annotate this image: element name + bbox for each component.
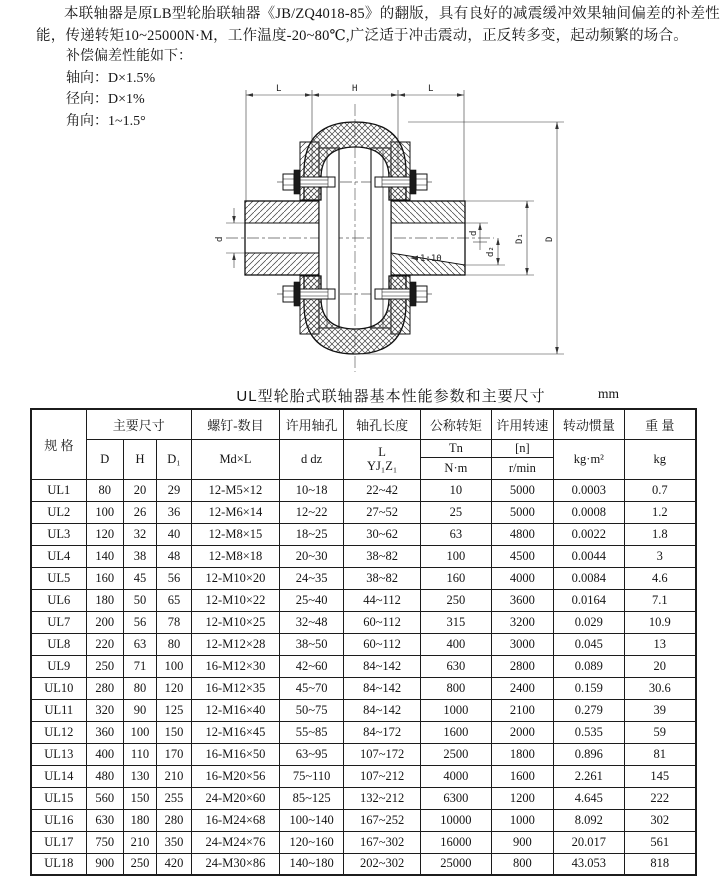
table-cell: 130	[123, 765, 156, 787]
table-row	[31, 633, 696, 655]
table-cell: 20	[624, 655, 696, 677]
table-cell: 12-M8×18	[191, 545, 279, 567]
table-cell: 2800	[491, 655, 554, 677]
table-row	[31, 545, 696, 567]
taper-label: 1:10	[420, 254, 442, 264]
table-cell: UL1	[31, 479, 86, 501]
table-cell: 80	[86, 479, 123, 501]
spec-table-body	[31, 479, 696, 875]
table-cell: 630	[86, 809, 123, 831]
table-cell: 8.092	[554, 809, 624, 831]
table-cell: 0.0022	[554, 523, 624, 545]
table-cell: 202~302	[344, 853, 421, 875]
table-cell: 10	[421, 479, 491, 501]
table-row	[31, 743, 696, 765]
table-unit: mm	[597, 386, 619, 401]
table-cell: 100	[123, 721, 156, 743]
table-cell: 280	[86, 677, 123, 699]
intro-paragraph: 本联轴器是原LB型轮胎联轴器《JB/ZQ4018-85》的翻版，具有良好的减震缓冲效果轴间偏差的补差性能，传递转矩10~25000N·M，工作温度-20~80℃,广泛适于冲击震动，正反转多变，起动频繁的场合。	[36, 6, 720, 44]
table-cell: 120~160	[280, 831, 344, 853]
coupling-section-drawing	[182, 80, 622, 380]
table-row	[31, 831, 696, 853]
table-title-row	[30, 385, 697, 405]
table-cell: UL18	[31, 853, 86, 875]
table-cell: 50~75	[280, 699, 344, 721]
dim-label-d-left: d	[215, 236, 225, 242]
table-cell: 110	[123, 743, 156, 765]
col-header-bore: 许用轴孔	[280, 409, 344, 439]
table-cell: 20	[123, 479, 156, 501]
table-cell: 4.6	[624, 567, 696, 589]
table-cell: 22~42	[344, 479, 421, 501]
table-cell: 0.0084	[554, 567, 624, 589]
table-cell: 27~52	[344, 501, 421, 523]
table-cell: 140~180	[280, 853, 344, 875]
table-cell: 12-M6×14	[191, 501, 279, 523]
table-cell: 84~142	[344, 699, 421, 721]
dim-label-l-left: L	[276, 84, 282, 94]
table-cell: 0.535	[554, 721, 624, 743]
table-cell: 1600	[421, 721, 491, 743]
subheader-d1: D₁	[157, 439, 192, 479]
table-cell: 0.7	[624, 479, 696, 501]
table-cell: 1000	[491, 809, 554, 831]
subheader-d: D	[86, 439, 123, 479]
table-cell: 12-M8×15	[191, 523, 279, 545]
table-cell: 42~60	[280, 655, 344, 677]
table-cell: 900	[491, 831, 554, 853]
table-cell: UL5	[31, 567, 86, 589]
table-cell: 18~25	[280, 523, 344, 545]
spec-table	[30, 408, 697, 876]
table-cell: 250	[86, 655, 123, 677]
dim-label-d1: D₁	[515, 233, 525, 244]
table-cell: 24~35	[280, 567, 344, 589]
table-cell: 55~85	[280, 721, 344, 743]
table-cell: 145	[624, 765, 696, 787]
table-cell: 24-M30×86	[191, 853, 279, 875]
table-cell: 80	[123, 677, 156, 699]
table-cell: 3200	[491, 611, 554, 633]
table-cell: 16-M12×35	[191, 677, 279, 699]
table-cell: 170	[157, 743, 192, 765]
table-cell: 3600	[491, 589, 554, 611]
table-cell: UL13	[31, 743, 86, 765]
table-cell: 56	[157, 567, 192, 589]
table-cell: UL3	[31, 523, 86, 545]
table-cell: 85~125	[280, 787, 344, 809]
table-cell: UL8	[31, 633, 86, 655]
table-cell: 12-M16×40	[191, 699, 279, 721]
table-cell: 315	[421, 611, 491, 633]
table-row	[31, 567, 696, 589]
subheader-speed-unit: r/min	[491, 457, 554, 479]
table-cell: 45~70	[280, 677, 344, 699]
table-cell: 350	[157, 831, 192, 853]
table-cell: 0.0044	[554, 545, 624, 567]
subheader-torque-unit: N·m	[421, 457, 491, 479]
table-cell: 7.1	[624, 589, 696, 611]
table-cell: 0.896	[554, 743, 624, 765]
table-cell: 56	[123, 611, 156, 633]
table-cell: 12~22	[280, 501, 344, 523]
subheader-weight-unit: kg	[624, 439, 696, 479]
table-cell: 12-M10×22	[191, 589, 279, 611]
table-cell: 29	[157, 479, 192, 501]
table-cell: 38~50	[280, 633, 344, 655]
table-cell: 48	[157, 545, 192, 567]
table-row	[31, 787, 696, 809]
table-cell: 5000	[491, 501, 554, 523]
subheader-h: H	[123, 439, 156, 479]
table-cell: 160	[421, 567, 491, 589]
table-cell: 50	[123, 589, 156, 611]
table-cell: 360	[86, 721, 123, 743]
table-cell: 160	[86, 567, 123, 589]
col-header-bolts: 螺钉-数目	[191, 409, 279, 439]
subheader-inertia-unit: kg·m²	[554, 439, 624, 479]
table-cell: 24-M24×76	[191, 831, 279, 853]
table-title: UL型轮胎式联轴器基本性能参数和主要尺寸	[236, 388, 546, 405]
table-cell: 4000	[421, 765, 491, 787]
table-cell: 200	[86, 611, 123, 633]
table-cell: 1.2	[624, 501, 696, 523]
table-cell: 4500	[491, 545, 554, 567]
table-cell: 0.0008	[554, 501, 624, 523]
col-header-spec: 规 格	[31, 409, 86, 479]
table-cell: 800	[491, 853, 554, 875]
table-cell: 12-M10×25	[191, 611, 279, 633]
table-cell: 39	[624, 699, 696, 721]
table-cell: 1600	[491, 765, 554, 787]
table-cell: 140	[86, 545, 123, 567]
table-cell: 107~212	[344, 765, 421, 787]
table-cell: 107~172	[344, 743, 421, 765]
table-cell: 20~30	[280, 545, 344, 567]
table-cell: 63	[421, 523, 491, 545]
subheader-speed-symbol: [n]	[491, 439, 554, 457]
table-row	[31, 501, 696, 523]
table-cell: 78	[157, 611, 192, 633]
table-cell: 20.017	[554, 831, 624, 853]
table-cell: 32~48	[280, 611, 344, 633]
table-cell: 222	[624, 787, 696, 809]
table-row	[31, 523, 696, 545]
table-cell: 84~172	[344, 721, 421, 743]
spec-angular: 角向：1~1.5°	[66, 113, 146, 129]
table-cell: 36	[157, 501, 192, 523]
table-cell: 60~112	[344, 633, 421, 655]
table-cell: 6300	[421, 787, 491, 809]
table-cell: 180	[123, 809, 156, 831]
table-cell: 561	[624, 831, 696, 853]
table-cell: 16000	[421, 831, 491, 853]
table-cell: 4.645	[554, 787, 624, 809]
table-cell: 30.6	[624, 677, 696, 699]
table-cell: 800	[421, 677, 491, 699]
table-row	[31, 611, 696, 633]
table-cell: 16-M12×30	[191, 655, 279, 677]
table-cell: 0.279	[554, 699, 624, 721]
table-cell: 30~62	[344, 523, 421, 545]
table-cell: 0.029	[554, 611, 624, 633]
table-cell: 150	[123, 787, 156, 809]
table-cell: 60~112	[344, 611, 421, 633]
table-cell: 480	[86, 765, 123, 787]
table-cell: 320	[86, 699, 123, 721]
subheader-torque-symbol: Tn	[421, 439, 491, 457]
table-cell: 84~142	[344, 655, 421, 677]
table-row	[31, 809, 696, 831]
table-cell: 25~40	[280, 589, 344, 611]
table-cell: 167~302	[344, 831, 421, 853]
table-cell: 2500	[421, 743, 491, 765]
table-cell: 24-M20×60	[191, 787, 279, 809]
table-cell: 4000	[491, 567, 554, 589]
table-cell: 280	[157, 809, 192, 831]
table-cell: 25	[421, 501, 491, 523]
table-cell: 1800	[491, 743, 554, 765]
table-cell: UL16	[31, 809, 86, 831]
table-cell: 43.053	[554, 853, 624, 875]
bore-length-symbol: L	[378, 445, 386, 459]
table-cell: UL14	[31, 765, 86, 787]
table-cell: UL6	[31, 589, 86, 611]
table-cell: 150	[157, 721, 192, 743]
table-row	[31, 677, 696, 699]
table-cell: 220	[86, 633, 123, 655]
table-cell: 1200	[491, 787, 554, 809]
table-cell: 38~82	[344, 567, 421, 589]
table-cell: 1.8	[624, 523, 696, 545]
table-cell: 0.045	[554, 633, 624, 655]
table-cell: 32	[123, 523, 156, 545]
table-cell: 44~112	[344, 589, 421, 611]
table-cell: 560	[86, 787, 123, 809]
table-cell: 12-M16×45	[191, 721, 279, 743]
table-cell: 100~140	[280, 809, 344, 831]
table-cell: 900	[86, 853, 123, 875]
deviation-spec-block	[66, 46, 192, 132]
table-cell: 2400	[491, 677, 554, 699]
spec-heading: 补偿偏差性能如下：	[66, 49, 192, 64]
table-cell: 0.089	[554, 655, 624, 677]
table-cell: 12-M12×28	[191, 633, 279, 655]
table-cell: 4800	[491, 523, 554, 545]
table-cell: 818	[624, 853, 696, 875]
table-cell: 26	[123, 501, 156, 523]
table-cell: 302	[624, 809, 696, 831]
table-cell: UL9	[31, 655, 86, 677]
table-cell: 45	[123, 567, 156, 589]
table-cell: 90	[123, 699, 156, 721]
table-cell: 255	[157, 787, 192, 809]
table-cell: 71	[123, 655, 156, 677]
table-cell: 12-M5×12	[191, 479, 279, 501]
table-cell: 12-M10×20	[191, 567, 279, 589]
table-cell: 1000	[421, 699, 491, 721]
table-cell: 125	[157, 699, 192, 721]
table-cell: 16-M20×56	[191, 765, 279, 787]
table-cell: 120	[86, 523, 123, 545]
table-cell: 63	[123, 633, 156, 655]
spec-radial: 径向：D×1%	[66, 92, 145, 107]
table-cell: UL7	[31, 611, 86, 633]
table-cell: 210	[157, 765, 192, 787]
table-row	[31, 699, 696, 721]
table-cell: UL10	[31, 677, 86, 699]
table-cell: 81	[624, 743, 696, 765]
table-cell: UL4	[31, 545, 86, 567]
table-cell: 167~252	[344, 809, 421, 831]
table-cell: 400	[86, 743, 123, 765]
bore-length-types: YJ₁Z₁	[366, 459, 398, 473]
table-cell: 420	[157, 853, 192, 875]
dim-label-d2: d₂	[486, 246, 496, 257]
table-cell: 65	[157, 589, 192, 611]
table-row	[31, 765, 696, 787]
table-cell: 630	[421, 655, 491, 677]
table-cell: 40	[157, 523, 192, 545]
table-cell: 3	[624, 545, 696, 567]
table-cell: 0.0164	[554, 589, 624, 611]
table-row	[31, 853, 696, 875]
table-cell: 120	[157, 677, 192, 699]
table-cell: 100	[157, 655, 192, 677]
table-cell: UL2	[31, 501, 86, 523]
dim-label-l-right: L	[428, 84, 434, 94]
table-cell: 132~212	[344, 787, 421, 809]
table-cell: 16-M16×50	[191, 743, 279, 765]
table-cell: 10000	[421, 809, 491, 831]
dim-label-big-d: D	[545, 236, 555, 242]
table-row	[31, 589, 696, 611]
table-row	[31, 721, 696, 743]
table-cell: UL12	[31, 721, 86, 743]
table-cell: UL15	[31, 787, 86, 809]
table-cell: UL11	[31, 699, 86, 721]
col-header-inertia: 转动惯量	[554, 409, 624, 439]
table-cell: 210	[123, 831, 156, 853]
spec-axial: 轴向：D×1.5%	[66, 70, 156, 86]
table-cell: 38~82	[344, 545, 421, 567]
table-cell: UL17	[31, 831, 86, 853]
table-cell: 400	[421, 633, 491, 655]
table-row	[31, 479, 696, 501]
table-cell: 10.9	[624, 611, 696, 633]
table-cell: 84~142	[344, 677, 421, 699]
table-cell: 38	[123, 545, 156, 567]
table-cell: 100	[421, 545, 491, 567]
table-cell: 0.0003	[554, 479, 624, 501]
subheader-bolts: Md×L	[191, 439, 279, 479]
dim-label-h: H	[352, 84, 358, 94]
table-cell: 5000	[491, 479, 554, 501]
col-header-weight: 重 量	[624, 409, 696, 439]
table-cell: 3000	[491, 633, 554, 655]
table-cell: 63~95	[280, 743, 344, 765]
dim-label-d-right: d	[469, 230, 479, 236]
table-cell: 180	[86, 589, 123, 611]
table-cell: 75~110	[280, 765, 344, 787]
table-cell: 13	[624, 633, 696, 655]
subheader-bore: d dz	[280, 439, 344, 479]
table-cell: 0.159	[554, 677, 624, 699]
col-header-speed: 许用转速	[491, 409, 554, 439]
table-cell: 250	[123, 853, 156, 875]
table-row	[31, 655, 696, 677]
table-cell: 80	[157, 633, 192, 655]
col-header-main-dims: 主要尺寸	[86, 409, 191, 439]
table-cell: 2000	[491, 721, 554, 743]
table-cell: 100	[86, 501, 123, 523]
table-cell: 250	[421, 589, 491, 611]
table-cell: 750	[86, 831, 123, 853]
table-cell: 10~18	[280, 479, 344, 501]
table-cell: 16-M24×68	[191, 809, 279, 831]
subheader-bore-length	[344, 439, 421, 479]
col-header-bore-length: 轴孔长度	[344, 409, 421, 439]
table-cell: 25000	[421, 853, 491, 875]
table-cell: 2100	[491, 699, 554, 721]
table-cell: 2.261	[554, 765, 624, 787]
table-cell: 59	[624, 721, 696, 743]
col-header-torque: 公称转矩	[421, 409, 491, 439]
